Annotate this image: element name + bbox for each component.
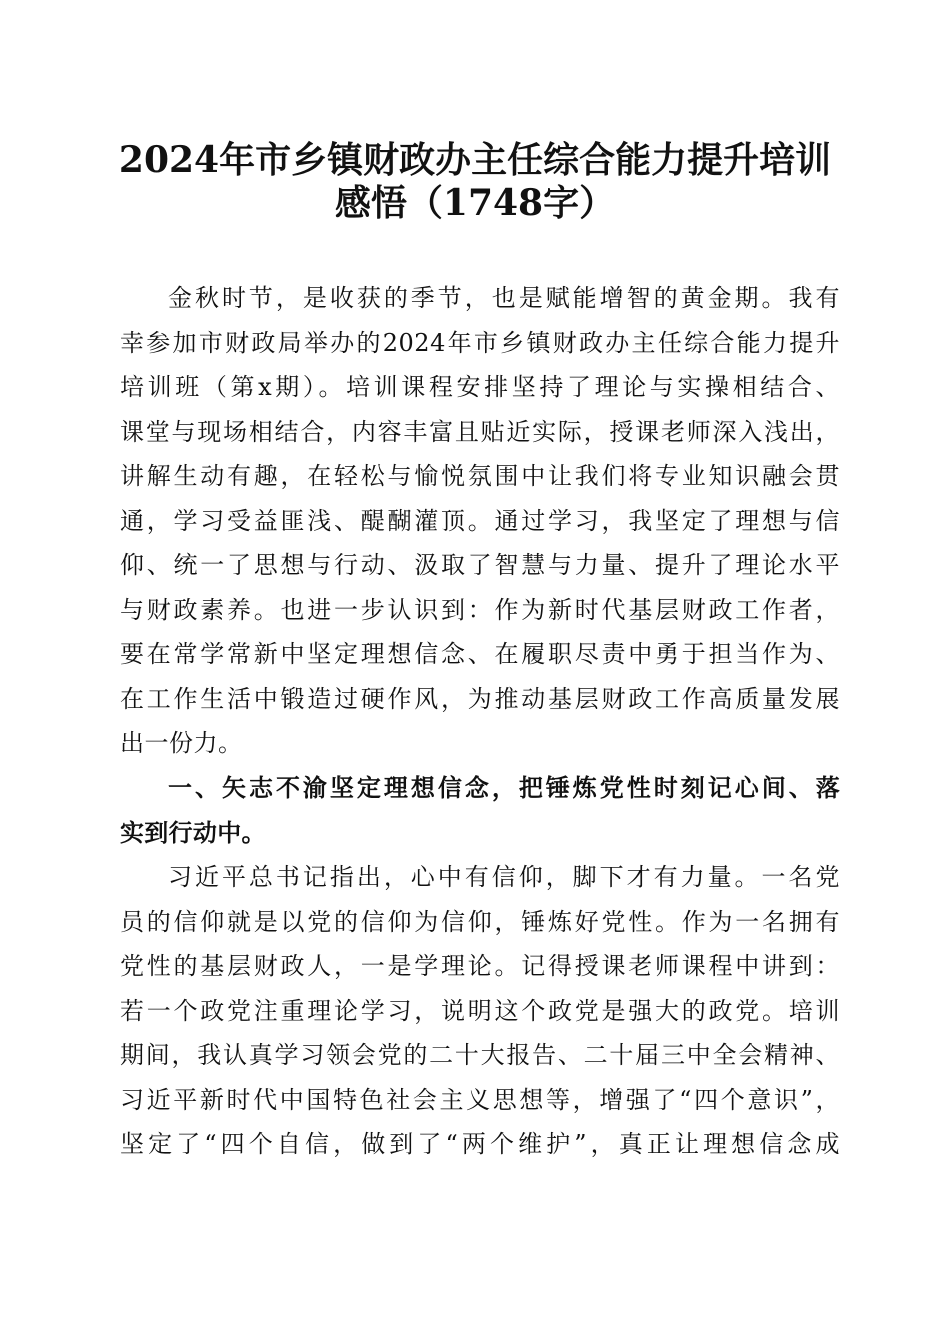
heading-line: 一、矢志不渝坚定理想信念，把锤炼党性时刻记心间、落 bbox=[168, 774, 840, 802]
paragraph-line: 仰、统一了思想与行动、汲取了智慧与力量、提升了理论水平 bbox=[120, 551, 840, 579]
paragraph-line: 若一个政党注重理论学习，说明这个政党是强大的政党。培训 bbox=[120, 996, 840, 1025]
intro-paragraph bbox=[120, 276, 840, 766]
document-title-line-2: 感悟（1748字） bbox=[334, 182, 616, 224]
paragraph-line: 坚定了“四个自信，做到了“两个维护”，真正让理想信念成 bbox=[120, 1130, 840, 1158]
paragraph-line: 幸参加市财政局举办的2024年市乡镇财政办主任综合能力提升 bbox=[120, 328, 840, 357]
paragraph-line: 员的信仰就是以党的信仰为信仰，锤炼好党性。作为一名拥有 bbox=[120, 907, 840, 936]
paragraph-line: 出一份力。 bbox=[120, 729, 243, 757]
heading-line: 实到行动中。 bbox=[120, 818, 266, 847]
paragraph-line: 习近平总书记指出，心中有信仰，脚下才有力量。一名党 bbox=[168, 863, 840, 891]
paragraph-line: 与财政素养。也进一步认识到：作为新时代基层财政工作者， bbox=[120, 595, 840, 624]
paragraph-line: 讲解生动有趣，在轻松与愉悦氛围中让我们将专业知识融会贯 bbox=[120, 462, 840, 490]
document-title-line-1: 2024年市乡镇财政办主任综合能力提升培训 bbox=[118, 139, 832, 181]
paragraph-line: 金秋时节，是收获的季节，也是赋能增智的黄金期。我有 bbox=[168, 284, 840, 312]
paragraph-line: 要在常学常新中坚定理想信念、在履职尽责中勇于担当作为、 bbox=[120, 640, 840, 668]
paragraph-line: 通，学习受益匪浅、醍醐灌顶。通过学习，我坚定了理想与信 bbox=[120, 506, 840, 535]
paragraph-line: 期间，我认真学习领会党的二十大报告、二十届三中全会精神、 bbox=[120, 1041, 840, 1069]
paragraph-line: 培训班（第x期）。培训课程安排坚持了理论与实操相结合、 bbox=[120, 373, 840, 401]
section-paragraph bbox=[120, 855, 840, 1167]
paragraph-line: 在工作生活中锻造过硬作风，为推动基层财政工作高质量发展 bbox=[120, 684, 840, 713]
paragraph-line: 课堂与现场相结合，内容丰富且贴近实际，授课老师深入浅出， bbox=[120, 417, 840, 446]
paragraph-line: 党性的基层财政人，一是学理论。记得授课老师课程中讲到： bbox=[120, 952, 840, 980]
section-heading bbox=[120, 766, 840, 855]
paragraph-line: 习近平新时代中国特色社会主义思想等，增强了“四个意识”， bbox=[120, 1085, 840, 1114]
